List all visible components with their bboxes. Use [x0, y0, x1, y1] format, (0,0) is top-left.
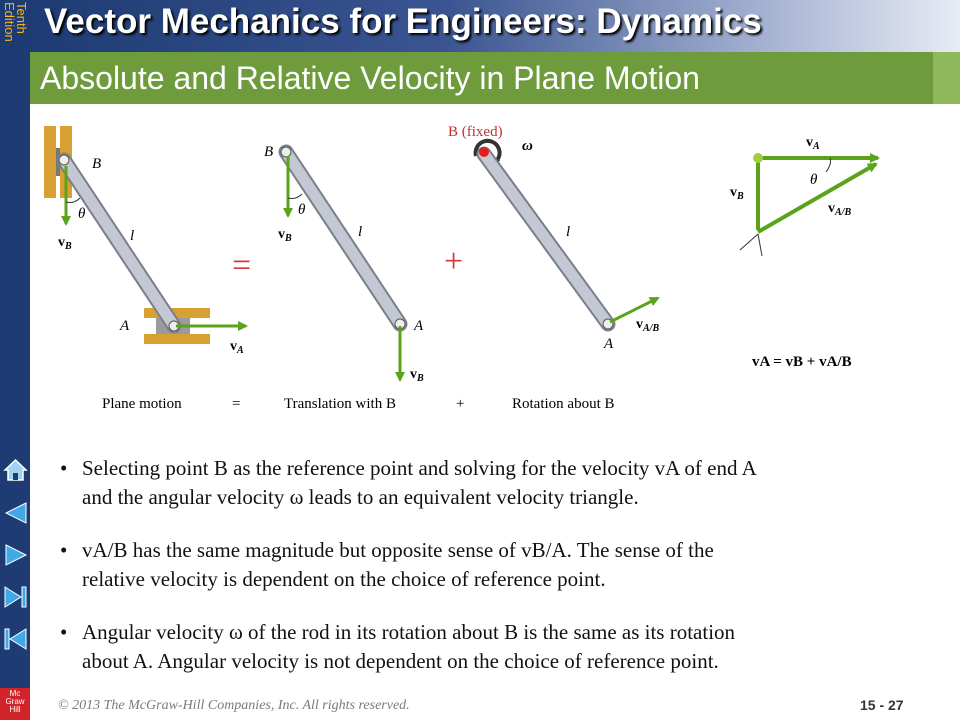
home-icon[interactable]: [2, 456, 29, 484]
title-bar-accent: [933, 52, 960, 104]
book-title: Vector Mechanics for Engineers: Dynamics: [44, 2, 762, 41]
triangle-label-theta: θ: [810, 172, 818, 188]
velocity-equation: vA = vB + vA/B: [752, 354, 852, 370]
label-theta-2: θ: [298, 202, 306, 218]
slide-title-bar: [30, 52, 933, 104]
label-vb-2: $v_B$: [278, 227, 292, 244]
label-l: l: [130, 228, 135, 244]
label-omega: ω: [522, 138, 533, 154]
mcgraw-hill-logo: Mc Graw Hill: [0, 688, 30, 720]
plane-motion-panel: [44, 126, 246, 356]
label-vb: $v_B$: [58, 235, 72, 252]
equals-sign: =: [232, 247, 252, 284]
triangle-label-vab: $v_{A/B}$: [828, 201, 852, 218]
translation-panel: [264, 144, 424, 384]
slide-title: Absolute and Relative Velocity in Plane Motion: [40, 60, 700, 96]
caption-translation: Translation with B: [284, 396, 396, 412]
page-number: 15 - 27: [860, 697, 904, 713]
copyright-notice: © 2013 The McGraw-Hill Companies, Inc. All rights reserved.: [58, 698, 410, 713]
label-vab: $v_{A/B}$: [636, 317, 660, 334]
label-b-fixed: B (fixed): [448, 124, 503, 140]
left-sidebar: [0, 0, 30, 720]
rotation-panel: [448, 124, 659, 352]
label-theta: θ: [78, 206, 86, 222]
caption-plus: +: [456, 396, 465, 412]
label-l-3: l: [566, 224, 571, 240]
caption-rotation: Rotation about B: [512, 396, 615, 412]
label-b: B: [92, 156, 102, 172]
label-a-3: A: [604, 336, 614, 352]
label-va: $v_A$: [230, 339, 244, 356]
triangle-label-vb: $v_B$: [730, 185, 744, 202]
caption-plane-motion: Plane motion: [102, 396, 182, 412]
label-b-2: B: [264, 144, 274, 160]
plus-sign: +: [444, 243, 464, 280]
velocity-triangle: [730, 135, 878, 370]
label-l-2: l: [358, 224, 363, 240]
velocity-diagram: [40, 112, 910, 430]
label-a: A: [120, 318, 130, 334]
label-vb-3: $v_B$: [410, 367, 424, 384]
label-a-2: A: [414, 318, 424, 334]
back-icon[interactable]: [2, 499, 29, 527]
edition-label: Tenth Edition: [2, 2, 29, 42]
last-icon[interactable]: [2, 583, 29, 611]
next-icon[interactable]: [2, 541, 29, 569]
first-icon[interactable]: [2, 625, 29, 653]
caption-equals: =: [232, 396, 241, 412]
book-header: [30, 0, 960, 52]
triangle-label-va: $v_A$: [806, 135, 820, 152]
